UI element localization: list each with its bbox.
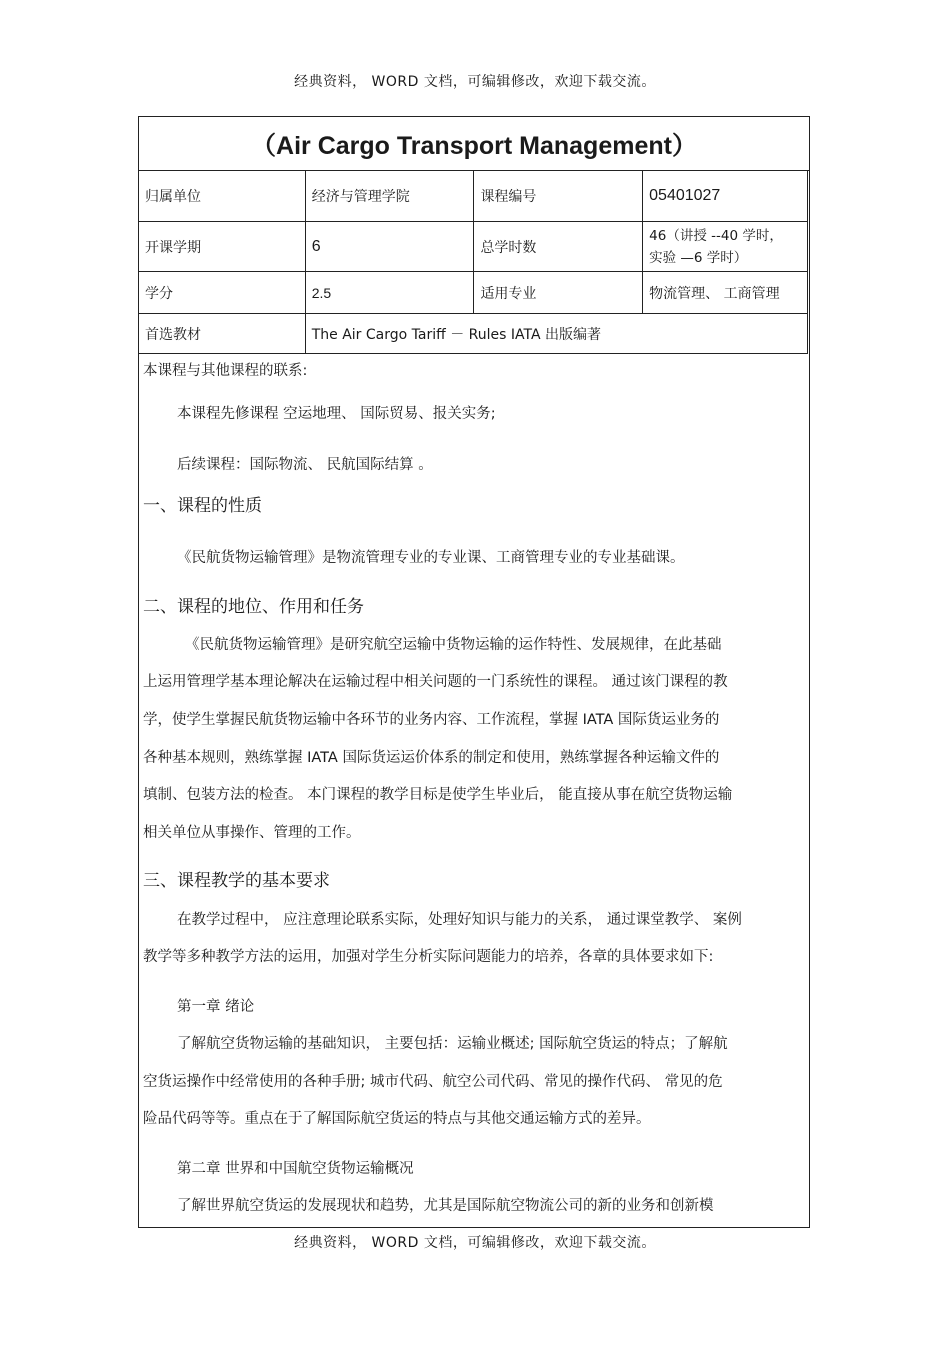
chapter1-line: 空货运操作中经常使用的各种手册; 城市代码、航空公司代码、常见的操作代码、 常见的危 (143, 1074, 723, 1090)
value-major: 物流管理、 工商管理 (643, 272, 808, 314)
label-textbook: 首选教材 (139, 314, 306, 354)
section2-heading: 二、课程的地位、作用和任务 (143, 597, 364, 617)
relation-heading: 本课程与其他课程的联系: (143, 363, 308, 379)
chapter2-title: 第二章 世界和中国航空货物运输概况 (177, 1161, 414, 1177)
footer-note: 经典资料， WORD 文档，可编辑修改，欢迎下载交流。 (294, 1235, 656, 1251)
value-credits: 2.5 (305, 272, 474, 314)
section3-line: 在教学过程中， 应注意理论联系实际，处理好知识与能力的关系， 通过课堂教学、 案例 (177, 912, 742, 928)
chapter1-line: 险品代码等等。重点在于了解国际航空货运的特点与其他交通运输方式的差异。 (143, 1111, 651, 1127)
chapter1-title: 第一章 绪论 (177, 999, 255, 1015)
chapter2-line: 了解世界航空货运的发展现状和趋势，尤其是国际航空物流公司的新的业务和创新模 (177, 1198, 714, 1214)
section2-line: 填制、包装方法的检查。 本门课程的教学目标是使学生毕业后， 能直接从事在航空货物运输 (143, 787, 733, 803)
table-row (139, 222, 808, 272)
course-title: （Air Cargo Transport Management） (139, 117, 809, 171)
section1-text: 《民航货物运输管理》是物流管理专业的专业课、工商管理专业的专业基础课。 (177, 550, 685, 566)
section2-line: 上运用管理学基本理论解决在运输过程中相关问题的一门系统性的课程。 通过该门课程的教 (143, 674, 728, 690)
section1-heading: 一、课程的性质 (143, 496, 262, 516)
label-major: 适用专业 (474, 272, 643, 314)
label-credits: 学分 (139, 272, 306, 314)
value-semester: 6 (305, 222, 474, 272)
hours-line-1: 46（讲授 --40 学时， (649, 227, 783, 244)
section3-line: 教学等多种教学方法的运用，加强对学生分析实际问题能力的培养，各章的具体要求如下: (143, 949, 714, 965)
section3-heading: 三、课程教学的基本要求 (143, 871, 330, 891)
header-note: 经典资料， WORD 文档，可编辑修改，欢迎下载交流。 (294, 74, 656, 90)
course-info-table (138, 170, 808, 354)
prerequisite-courses: 本课程先修课程 空运地理、 国际贸易、报关实务; (177, 406, 496, 422)
label-department: 归属单位 (139, 171, 306, 222)
value-textbook: The Air Cargo Tariff － Rules IATA 出版编著 (305, 314, 807, 354)
hours-line-2: 实验 —6 学时） (649, 249, 748, 266)
table-row (139, 272, 808, 314)
section2-line: 学，使学生掌握民航货物运输中各环节的业务内容、工作流程，掌握 IATA 国际货运业务的 (143, 712, 720, 728)
value-total-hours (643, 222, 808, 272)
value-course-code: 05401027 (643, 171, 808, 222)
label-total-hours: 总学时数 (474, 222, 643, 272)
section2-line: 《民航货物运输管理》是研究航空运输中货物运输的运作特性、发展规律，在此基础 (185, 637, 722, 653)
section2-line: 各种基本规则，熟练掌握 IATA 国际货运运价体系的制定和使用，熟练掌握各种运输文件的 (143, 750, 720, 766)
label-course-code: 课程编号 (474, 171, 643, 222)
follow-up-courses: 后续课程：国际物流、 民航国际结算 。 (177, 457, 433, 473)
value-department: 经济与管理学院 (305, 171, 474, 222)
section2-line: 相关单位从事操作、管理的工作。 (143, 825, 361, 841)
chapter1-line: 了解航空货物运输的基础知识， 主要包括：运输业概述; 国际航空货运的特点；了解航 (177, 1036, 728, 1052)
table-row (139, 314, 808, 354)
label-semester: 开课学期 (139, 222, 306, 272)
table-row (139, 171, 808, 222)
